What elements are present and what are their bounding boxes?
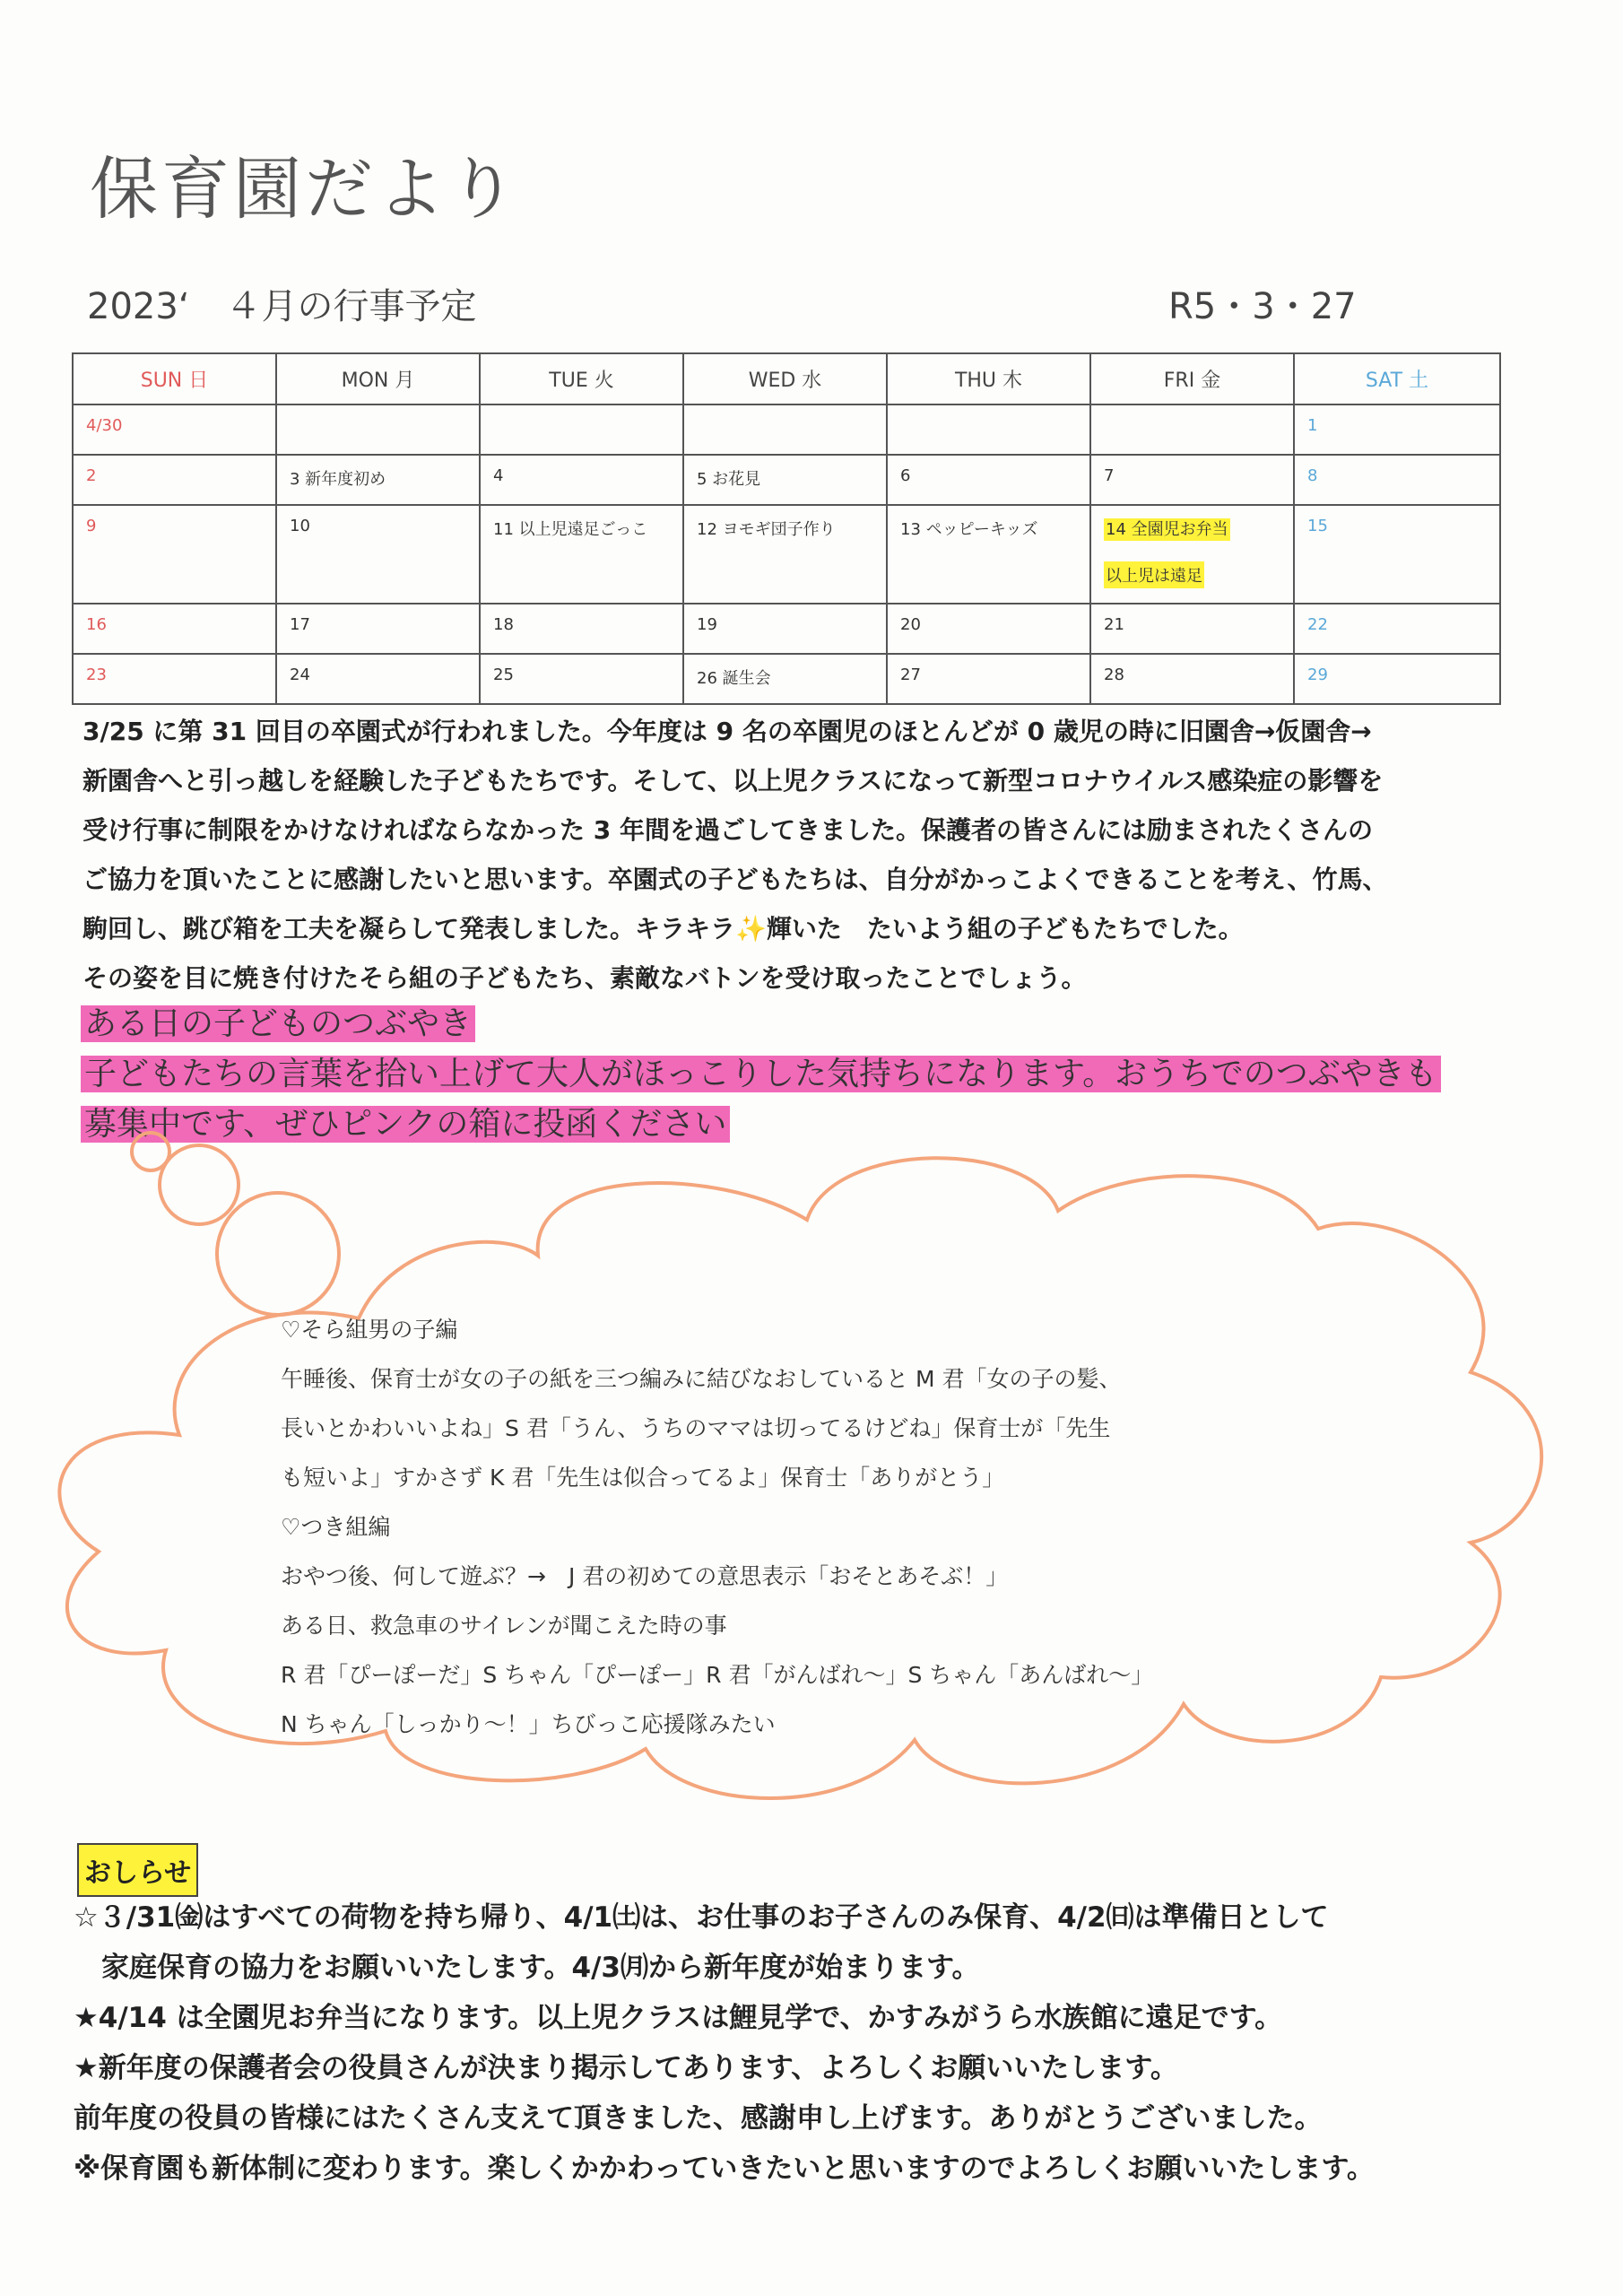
calendar-cell: 19 (683, 604, 887, 654)
report-line: 新園舎へと引っ越しを経験した子どもたちです。そして、以上児クラスになって新型コロナウイルス感染症の影響を (82, 766, 1384, 796)
calendar-cell: 6 (887, 455, 1090, 505)
calendar-cell: 16 (73, 604, 276, 654)
calendar-cell: 8 (1294, 455, 1500, 505)
quote-line: も短いよ」すかさず K 君「先生は似合ってるよ」保育士「ありがとう」 (281, 1465, 1005, 1491)
quote-line: ♡そら組男の子編 (281, 1317, 458, 1343)
header-wed: WED 水 (683, 353, 887, 404)
calendar-cell: 4/30 (73, 404, 276, 455)
children-quotes (281, 1305, 1153, 1749)
calendar-cell: 17 (276, 604, 480, 654)
schedule-subtitle: 2023‘ ４月の行事予定 (87, 286, 477, 327)
notice-line: 家庭保育の協力をお願いいたします。4/3㈪から新年度が始まります。 (74, 1952, 980, 1984)
quote-line: おやつ後、何して遊ぶ？→ J 君の初めての意思表示「おそとあそぶ！」 (281, 1563, 1009, 1589)
calendar-cell: 12 ヨモギ団子作り (683, 505, 887, 604)
header-thu: THU 木 (887, 353, 1090, 404)
excursion-note-highlight: 以上児は遠足 (1104, 561, 1204, 588)
notice-line: ★新年度の保護者会の役員さんが決まり掲示してあります、よろしくお願いいたします。 (74, 2052, 1178, 2084)
quote-line: ある日、救急車のサイレンが聞こえた時の事 (281, 1613, 727, 1639)
calendar-cell: 4 (480, 455, 683, 505)
calendar-cell: 24 (276, 654, 480, 704)
notice-line: ★4/14 は全園児お弁当になります。以上児クラスは鯉見学で、かすみがうら水族館に遠足です。 (74, 2002, 1283, 2034)
header-sun: SUN 日 (73, 353, 276, 404)
calendar-cell: 18 (480, 604, 683, 654)
calendar-cell: 7 (1090, 455, 1294, 505)
tsubuyaki-line: 募集中です、ぜひピンクの箱に投函ください (81, 1106, 730, 1143)
header-fri: FRI 金 (1090, 353, 1294, 404)
calendar-cell: 5 お花見 (683, 455, 887, 505)
quote-line: ♡つき組編 (281, 1514, 391, 1540)
tsubuyaki-heading: ある日の子どものつぶやき (81, 1005, 475, 1042)
calendar-cell: 10 (276, 505, 480, 604)
report-line: 受け行事に制限をかけなければならなかった 3 年間を過ごしてきました。保護者の皆さんには励まされたくさんの (82, 815, 1373, 845)
header-tue: TUE 火 (480, 353, 683, 404)
notice-line: ※保育園も新体制に変わります。楽しくかかわっていきたいと思いますのでよろしくお願いいたします。 (74, 2152, 1375, 2185)
calendar-cell: 22 (1294, 604, 1500, 654)
calendar-cell: 23 (73, 654, 276, 704)
calendar-cell: 13 ペッピーキッズ (887, 505, 1090, 604)
calendar-cell: 3 新年度初め (276, 455, 480, 505)
lunch-event-highlight: 14 全園児お弁当 (1106, 520, 1228, 539)
calendar-cell: 1 (1294, 404, 1500, 455)
report-line: その姿を目に焼き付けたそら組の子どもたち、素敵なバトンを受け取ったことでしょう。 (82, 963, 1087, 993)
calendar-cell: 28 (1090, 654, 1294, 704)
notice-list (74, 1892, 1375, 2194)
calendar-cell: 9 (73, 505, 276, 604)
calendar-cell: 21 (1090, 604, 1294, 654)
calendar-cell: 2 (73, 455, 276, 505)
quote-line: 午睡後、保育士が女の子の紙を三つ編みに結びなおしていると M 君「女の子の髪、 (281, 1366, 1122, 1392)
quote-line: R 君「ぴーぽーだ」S ちゃん「ぴーぽー」R 君「がんばれ～」S ちゃん「あんばれ～」 (281, 1662, 1154, 1688)
issue-date: R5・3・27 (1168, 286, 1357, 327)
tsubuyaki-line: 子どもたちの言葉を拾い上げて大人がほっこりした気持ちになります。おうちでのつぶやきも (81, 1056, 1441, 1092)
quote-line: N ちゃん「しっかり～！」ちびっこ応援隊みたい (281, 1711, 776, 1737)
calendar-cell: 25 (480, 654, 683, 704)
header-mon: MON 月 (276, 353, 480, 404)
calendar-cell: 27 (887, 654, 1090, 704)
notice-line: 前年度の役員の皆様にはたくさん支えて頂きました、感謝申し上げます。ありがとうございました。 (74, 2102, 1323, 2135)
newsletter-title: 保育園だより (90, 149, 520, 229)
report-line: 駒回し、跳び箱を工夫を凝らして発表しました。キラキラ✨輝いた たいよう組の子どもたちでした。 (82, 914, 1244, 944)
quote-line: 長いとかわいいよね」S 君「うん、うちのママは切ってるけどね」保育士が「先生 (281, 1415, 1111, 1441)
report-line: 3/25 に第 31 回目の卒園式が行われました。今年度は 9 名の卒園児のほとんどが 0 歳児の時に旧園舎→仮園舎→ (82, 717, 1372, 746)
calendar-cell: 20 (887, 604, 1090, 654)
report-line: ご協力を頂いたことに感謝したいと思います。卒園式の子どもたちは、自分がかっこよくできることを考え、竹馬、 (82, 865, 1388, 894)
notice-label: おしらせ (77, 1843, 198, 1897)
notice-line: ☆３/31㈮はすべての荷物を持ち帰り、4/1㈯は、お仕事のお子さんのみ保育、4/2㈰は準備日として (74, 1901, 1329, 1934)
calendar-cell: 11 以上児遠足ごっこ (480, 505, 683, 604)
calendar-cell: 29 (1294, 654, 1500, 704)
calendar-cell: 26 誕生会 (683, 654, 887, 704)
calendar-cell: 15 (1294, 505, 1500, 604)
header-sat: SAT 土 (1294, 353, 1500, 404)
